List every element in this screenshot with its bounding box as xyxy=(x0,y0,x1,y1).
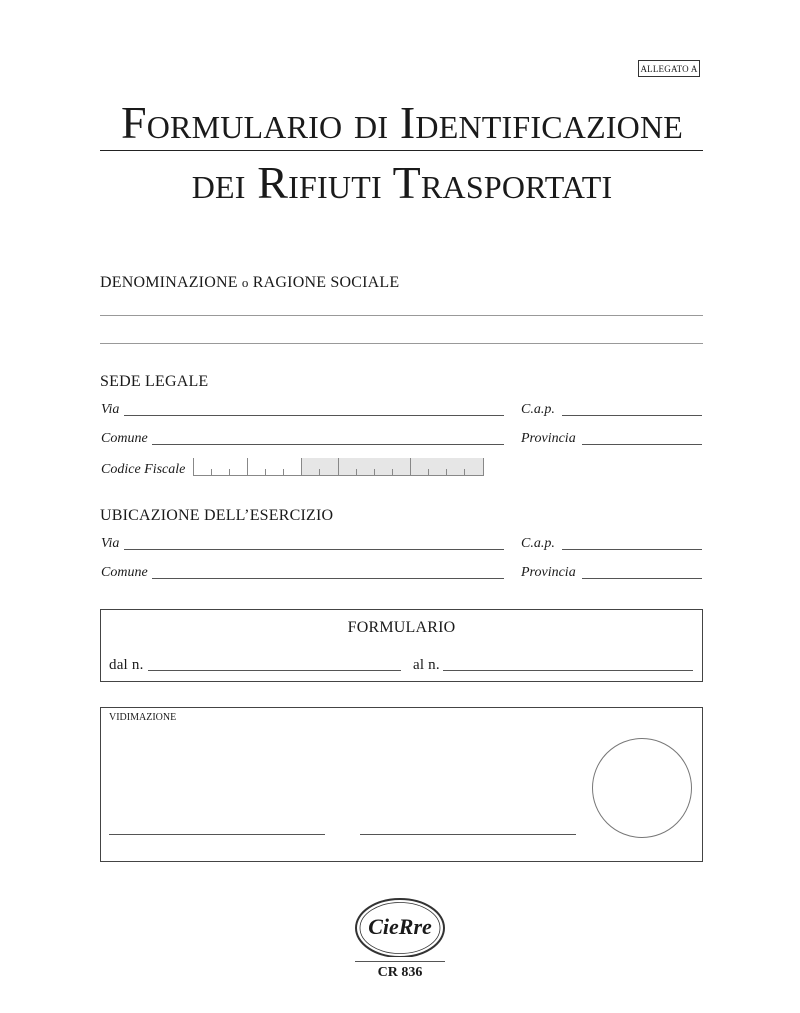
code-divider xyxy=(355,961,445,962)
denominazione-heading xyxy=(100,274,399,292)
sede-via-label: Via xyxy=(101,402,120,417)
product-code: CR 836 xyxy=(377,965,423,980)
ubic-comune-label: Comune xyxy=(101,565,148,580)
sede-provincia-label: Provincia xyxy=(521,431,576,446)
cf-cell[interactable] xyxy=(375,458,393,475)
sede-cap-field[interactable] xyxy=(562,415,702,416)
title-line-2: dei Rifiuti Trasportati xyxy=(191,157,613,208)
ubic-provincia-field[interactable] xyxy=(582,578,702,579)
formulario-dal-label: dal n. xyxy=(109,657,144,673)
cf-cell[interactable] xyxy=(302,458,320,475)
vidimazione-signature-line-1[interactable] xyxy=(109,834,325,835)
sede-via-field[interactable] xyxy=(124,415,504,416)
vidimazione-heading: VIDIMAZIONE xyxy=(109,712,177,723)
title-line-1: Formulario di Identificazione xyxy=(120,97,684,148)
ubic-cap-label: C.a.p. xyxy=(521,536,555,551)
denominazione-line-1[interactable] xyxy=(100,315,703,316)
cf-cell[interactable] xyxy=(284,458,302,475)
cf-cell[interactable] xyxy=(357,458,375,475)
logo-text: CieRre xyxy=(368,914,432,939)
sede-cap-label: C.a.p. xyxy=(521,402,555,417)
cf-cell[interactable] xyxy=(447,458,465,475)
ubic-cap-field[interactable] xyxy=(562,549,702,550)
cf-cell[interactable] xyxy=(230,458,248,475)
vidimazione-signature-line-2[interactable] xyxy=(360,834,576,835)
ubic-provincia-label: Provincia xyxy=(521,565,576,580)
cf-cell[interactable] xyxy=(465,458,483,475)
stamp-circle xyxy=(592,738,692,838)
formulario-al-label: al n. xyxy=(413,657,440,673)
formulario-dal-field[interactable] xyxy=(148,670,401,671)
denominazione-label-o: o xyxy=(241,275,249,290)
cf-cell[interactable] xyxy=(339,458,357,475)
cierre-logo-graphic xyxy=(355,897,445,957)
formulario-heading: FORMULARIO xyxy=(347,619,456,636)
codice-fiscale-field[interactable] xyxy=(193,458,484,476)
sede-comune-label: Comune xyxy=(101,431,148,446)
allegato-tag: ALLEGATO A xyxy=(638,60,700,77)
denominazione-label-b: RAGIONE SOCIALE xyxy=(252,274,400,291)
cf-cell[interactable] xyxy=(320,458,338,475)
cf-cell[interactable] xyxy=(194,458,212,475)
cf-cell[interactable] xyxy=(411,458,429,475)
denominazione-label-a: DENOMINAZIONE xyxy=(100,274,238,291)
codice-fiscale-label: Codice Fiscale xyxy=(101,462,186,477)
cf-cell[interactable] xyxy=(429,458,447,475)
cf-cell[interactable] xyxy=(393,458,411,475)
sede-provincia-field[interactable] xyxy=(582,444,702,445)
ubic-via-label: Via xyxy=(101,536,120,551)
ubicazione-heading: UBICAZIONE DELL’ESERCIZIO xyxy=(100,507,334,524)
ubic-via-field[interactable] xyxy=(124,549,504,550)
denominazione-line-2[interactable] xyxy=(100,343,703,344)
formulario-al-field[interactable] xyxy=(443,670,693,671)
cierre-logo xyxy=(355,897,445,957)
cf-cell[interactable] xyxy=(248,458,266,475)
cf-cell[interactable] xyxy=(266,458,284,475)
title-divider xyxy=(100,150,703,151)
cf-cell[interactable] xyxy=(212,458,230,475)
ubic-comune-field[interactable] xyxy=(152,578,504,579)
sede-legale-heading: SEDE LEGALE xyxy=(100,373,209,390)
sede-comune-field[interactable] xyxy=(152,444,504,445)
